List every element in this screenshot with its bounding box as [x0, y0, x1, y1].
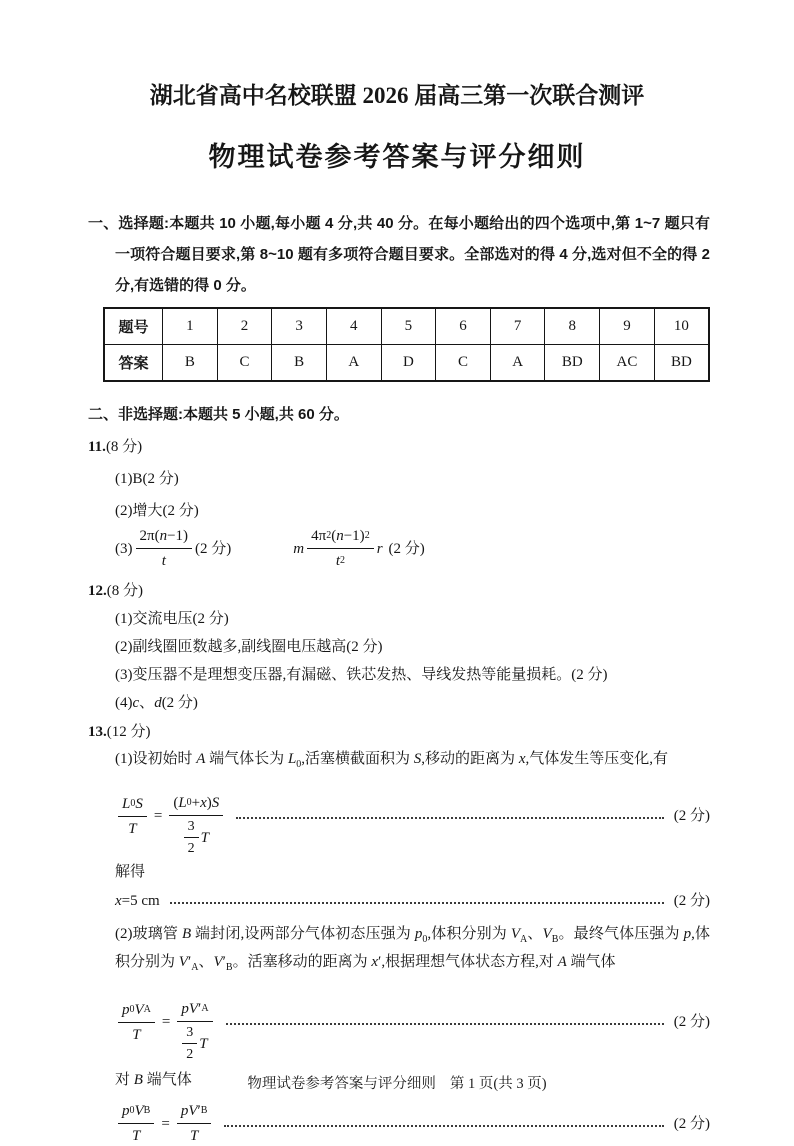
fraction-numerator: pV ′ B — [177, 1101, 212, 1124]
q13-equation-1 — [115, 784, 710, 856]
q13-solve-label: 解得 — [115, 864, 146, 880]
fraction-denominator — [184, 816, 209, 857]
q13-equation-3 — [115, 1101, 710, 1146]
fraction-numerator: L 0 S — [118, 794, 147, 817]
q11-item-3 — [115, 526, 710, 571]
answer-cell: C — [217, 345, 272, 382]
fraction-denominator: 2 — [186, 1047, 194, 1062]
row-label-question-number: 题号 — [104, 308, 163, 345]
dotted-leader — [224, 1125, 663, 1127]
fraction-lhs — [118, 1101, 154, 1146]
q13-result-line — [115, 891, 710, 911]
footer-title: 物理试卷参考答案与评分细则 — [247, 1076, 436, 1092]
answer-cell: B — [163, 345, 218, 382]
q11-item-2: (2)增大(2 分) — [115, 503, 199, 519]
score-label: (2 分) — [673, 893, 710, 909]
math-variable: T — [199, 1035, 208, 1052]
equals-sign: = — [161, 1115, 170, 1132]
fraction-rhs — [177, 999, 212, 1063]
answer-cell: A — [326, 345, 381, 382]
question-number-cell: 3 — [272, 308, 327, 345]
score-label: (2 分) — [195, 540, 232, 557]
answer-cell: BD — [545, 345, 600, 382]
fraction-lhs — [118, 1000, 155, 1045]
question-score: (8 分) — [106, 583, 143, 599]
q13-item-2-intro: (2)玻璃管 B 端封闭,设两部分气体初态压强为 $p_0$,体积分别为 $V_A$、$V_B$。最终气体压强为 p,体积分别为 $V'_A$、$V'_B$。活塞移动的距离为 x′,根据理想气体状态方程,对 A 端气体 — [115, 926, 710, 973]
question-number-cell: 4 — [326, 308, 381, 345]
question-score: (8 分) — [105, 439, 143, 455]
section2-heading: 二、非选择题:本题共 5 小题,共 60 分。 — [88, 406, 349, 423]
fraction-lhs — [118, 794, 147, 839]
q13-equation-2 — [115, 990, 710, 1062]
nested-fraction — [182, 1024, 197, 1063]
equals-sign: = — [153, 808, 163, 824]
question-score: (12 分) — [106, 724, 151, 740]
fraction-numerator: 2π( n −1) — [136, 526, 193, 549]
question-number-cell: 6 — [436, 308, 491, 345]
footer-page-number: 第 1 页(共 3 页) — [449, 1076, 547, 1092]
question-number: 12. — [88, 583, 107, 599]
doc-title: 湖北省高中名校联盟 2026 届高三第一次联合测评 — [149, 83, 645, 108]
row-label-answer: 答案 — [104, 345, 163, 382]
question-number-cell: 10 — [654, 308, 709, 345]
question-number-cell: 2 — [217, 308, 272, 345]
fraction — [136, 526, 193, 571]
answer-cell: D — [381, 345, 436, 382]
fraction-numerator: 4π 2 ( n −1) 2 — [307, 526, 374, 549]
math-expression: x=5 cm — [115, 893, 160, 909]
fraction-rhs — [177, 1101, 212, 1146]
math-coefficient: m — [293, 540, 305, 557]
question-number: 11. — [88, 439, 106, 455]
table-row-question-numbers — [104, 308, 709, 345]
score-label: (2 分) — [673, 1115, 710, 1132]
fraction-numerator: ( L 0 + x ) S — [169, 793, 223, 816]
answer-cell: AC — [600, 345, 655, 382]
fraction-denominator: T — [128, 820, 137, 837]
fraction-denominator: T — [132, 1026, 141, 1043]
score-label: (2 分) — [673, 1014, 710, 1030]
math-variable: T — [200, 829, 209, 846]
question-number-cell: 8 — [545, 308, 600, 345]
question-number-cell: 5 — [381, 308, 436, 345]
fraction-numerator: p 0 V A — [118, 1000, 155, 1023]
fraction-numerator: 3 — [182, 1024, 197, 1044]
section1-heading: 一、选择题:本题共 10 小题,每小题 4 分,共 40 分。在每小题给出的四个选项中,第 1~7 题只有一项符合题目要求,第 8~10 题有多项符合题目要求。全部选对的得 4 分,选对但不全的得 2 分,有选错的得 0 分。 — [88, 215, 710, 294]
fraction-numerator: 3 — [184, 818, 199, 838]
page-footer — [0, 1072, 794, 1093]
answer-cell: A — [490, 345, 545, 382]
dotted-leader — [170, 902, 664, 904]
table-row-answers — [104, 345, 709, 382]
score-label: (2 分) — [388, 540, 425, 557]
q13-for-b-label: 对 B 端气体 — [115, 1072, 192, 1088]
fraction-numerator: p 0 V B — [118, 1101, 154, 1124]
fraction-denominator: T — [132, 1128, 141, 1144]
question-13-header — [88, 722, 710, 743]
answer-cell: C — [436, 345, 491, 382]
fraction-denominator — [182, 1022, 207, 1063]
question-number: 13. — [88, 724, 107, 740]
doc-subtitle: 物理试卷参考答案与评分细则 — [208, 142, 586, 172]
answer-table — [103, 307, 710, 382]
answer-cell: B — [272, 345, 327, 382]
q12-item-4: (4)c、d(2 分) — [115, 695, 198, 711]
question-number-cell: 9 — [600, 308, 655, 345]
equals-sign: = — [161, 1014, 171, 1030]
fraction-rhs — [169, 793, 223, 857]
fraction-numerator: pV ′ A — [177, 999, 212, 1022]
dotted-leader — [226, 1023, 664, 1025]
question-11-header — [88, 437, 710, 458]
fraction-denominator: T — [189, 1128, 199, 1144]
answer-cell: BD — [654, 345, 709, 382]
question-12-header — [88, 581, 710, 602]
nested-fraction — [184, 818, 199, 857]
q12-item-1: (1)交流电压(2 分) — [115, 611, 229, 627]
math-variable: r — [376, 540, 383, 557]
score-label: (2 分) — [673, 808, 710, 824]
fraction — [307, 526, 374, 571]
fraction-denominator: t 2 — [335, 553, 345, 569]
dotted-leader — [236, 817, 663, 819]
question-number-cell: 1 — [163, 308, 218, 345]
q11-item-1: (1)B(2 分) — [115, 471, 179, 487]
q12-item-2: (2)副线圈匝数越多,副线圈电压越高(2 分) — [115, 639, 383, 655]
q13-item-1-intro: (1)设初始时 A 端气体长为 $L_0$,活塞横截面积为 S,移动的距离为 x,气体发生等压变化,有 — [115, 751, 668, 770]
question-number-cell: 7 — [490, 308, 545, 345]
fraction-denominator: t — [161, 553, 166, 569]
q12-item-3: (3)变压器不是理想变压器,有漏磁、铁芯发热、导线发热等能量损耗。(2 分) — [115, 667, 608, 683]
item-prefix: (3) — [115, 540, 133, 557]
fraction-denominator: 2 — [187, 841, 195, 856]
